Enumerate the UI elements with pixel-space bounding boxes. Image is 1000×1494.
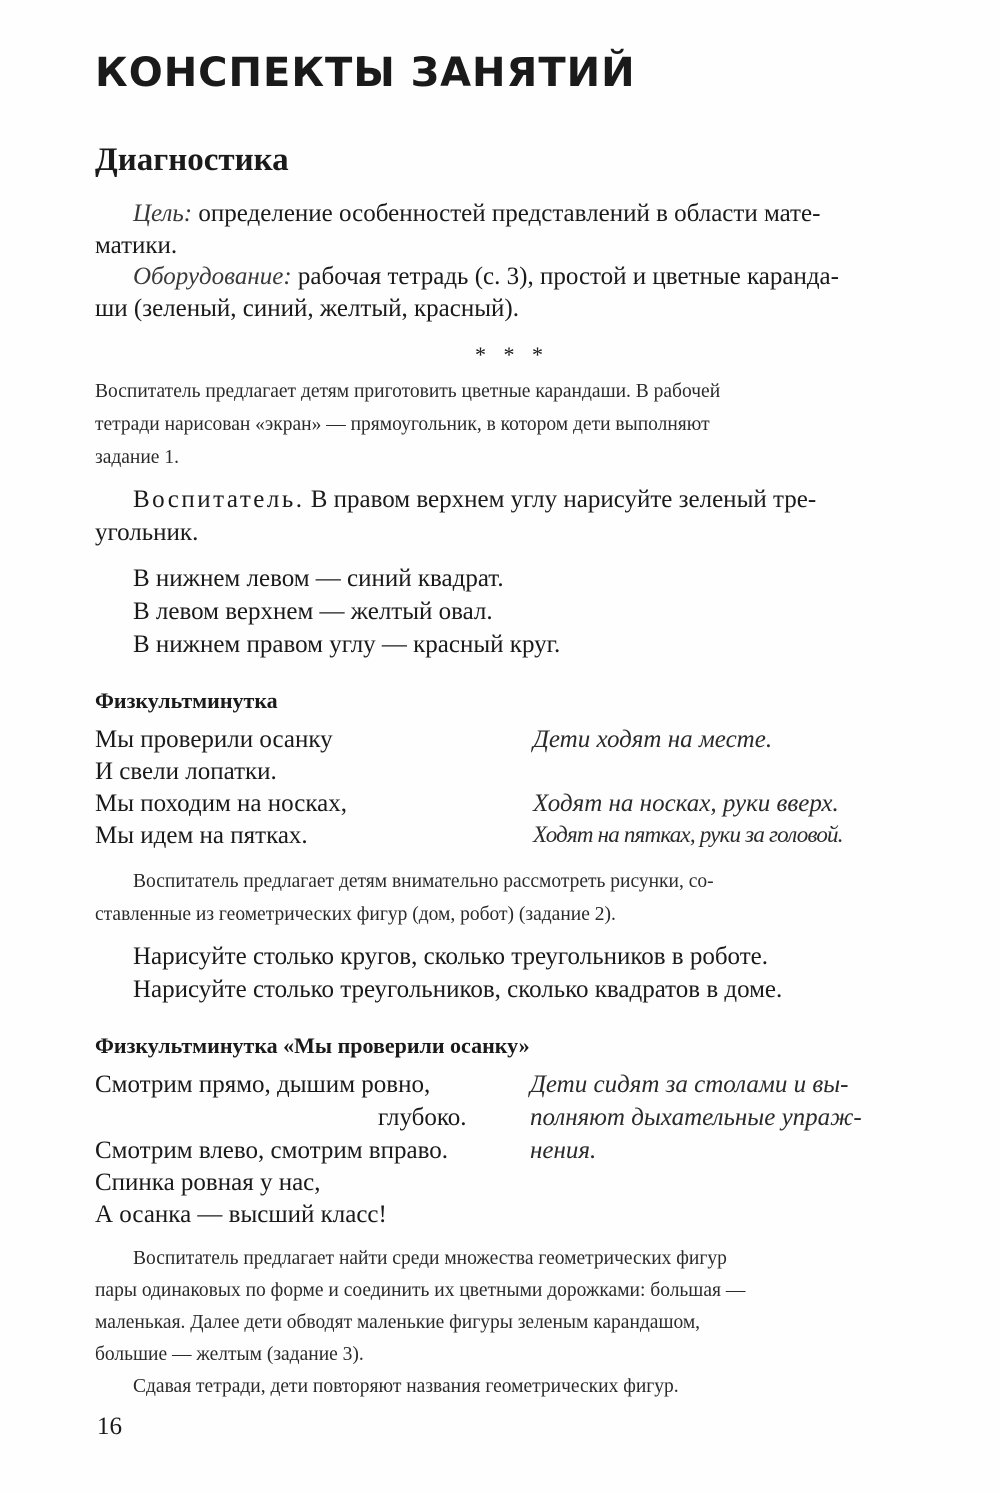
task2-line-2: ставленные из геометрических фигур (дом, робот) (задание 2). <box>95 904 616 925</box>
action-note: нения. <box>530 1137 597 1164</box>
task3-line-4: большие — желтым (задание 3). <box>95 1344 364 1365</box>
separator: * * * <box>475 342 549 367</box>
action-note: Дети ходят на месте. <box>533 726 773 753</box>
equipment-line-2: ши (зеленый, синий, желтый, красный). <box>95 295 519 322</box>
verse-line: Мы походим на носках, <box>95 790 347 817</box>
page-number: 16 <box>97 1413 122 1440</box>
physminute-2-heading: Физкультминутка «Мы проверили осанку» <box>95 1033 530 1058</box>
physminute-1-heading: Физкультминутка <box>95 688 278 713</box>
task3-line-2: пары одинаковых по форме и соединить их цветными дорожками: большая — <box>95 1280 746 1301</box>
task2-instruction: Нарисуйте столько кругов, сколько треугольников в роботе. <box>133 943 768 970</box>
goal-line-1: Цель: определение особенностей представлений в области мате- <box>133 200 821 227</box>
intro-line-2: тетради нарисован «экран» — прямоугольник, в котором дети выполняют <box>95 414 710 435</box>
goal-line-2: матики. <box>95 232 178 259</box>
action-note: полняют дыхательные упраж- <box>530 1104 862 1131</box>
verse-line: И свели лопатки. <box>95 758 277 785</box>
verse-line: Смотрим прямо, дышим ровно, <box>95 1071 431 1098</box>
intro-line-3: задание 1. <box>95 447 179 468</box>
goal-label: Цель: <box>133 200 193 227</box>
teacher-line-2: угольник. <box>95 519 199 546</box>
speaker-label: Воспитатель. <box>133 486 305 513</box>
verse-line: Смотрим влево, смотрим вправо. <box>95 1137 448 1164</box>
verse-line: Спинка ровная у нас, <box>95 1169 321 1196</box>
action-note: Дети сидят за столами и вы- <box>530 1071 849 1098</box>
teacher-line-1: Воспитатель. В правом верхнем углу нарисуйте зеленый тре- <box>133 486 817 513</box>
verse-line: Мы идем на пятках. <box>95 822 308 849</box>
task2-line-1: Воспитатель предлагает детям внимательно рассмотреть рисунки, со- <box>133 871 714 892</box>
instruction-line: В нижнем правом углу — красный круг. <box>133 631 561 658</box>
task3-line-3: маленькая. Далее дети обводят маленькие фигуры зеленым карандашом, <box>95 1312 701 1333</box>
task2-instruction: Нарисуйте столько треугольников, сколько квадратов в доме. <box>133 976 783 1003</box>
verse-line: глубоко. <box>378 1104 467 1131</box>
equipment-line-1: Оборудование: рабочая тетрадь (с. 3), простой и цветные каранда- <box>133 263 839 290</box>
verse-line: А осанка — высший класс! <box>95 1201 387 1228</box>
instruction-line: В нижнем левом — синий квадрат. <box>133 565 504 592</box>
page-title: КОНСПЕКТЫ ЗАНЯТИЙ <box>95 50 636 96</box>
instruction-line: В левом верхнем — желтый овал. <box>133 598 493 625</box>
equipment-label: Оборудование: <box>133 263 292 290</box>
task3-line-1: Воспитатель предлагает найти среди множества геометрических фигур <box>133 1248 727 1269</box>
action-note: Ходят на пятках, руки за головой. <box>533 822 843 847</box>
intro-line-1: Воспитатель предлагает детям приготовить цветные карандаши. В рабочей <box>95 381 721 402</box>
closing-line: Сдавая тетради, дети повторяют названия геометрических фигур. <box>133 1376 679 1397</box>
verse-line: Мы проверили осанку <box>95 726 333 753</box>
section-title: Диагностика <box>95 142 289 178</box>
action-note: Ходят на носках, руки вверх. <box>533 790 839 817</box>
